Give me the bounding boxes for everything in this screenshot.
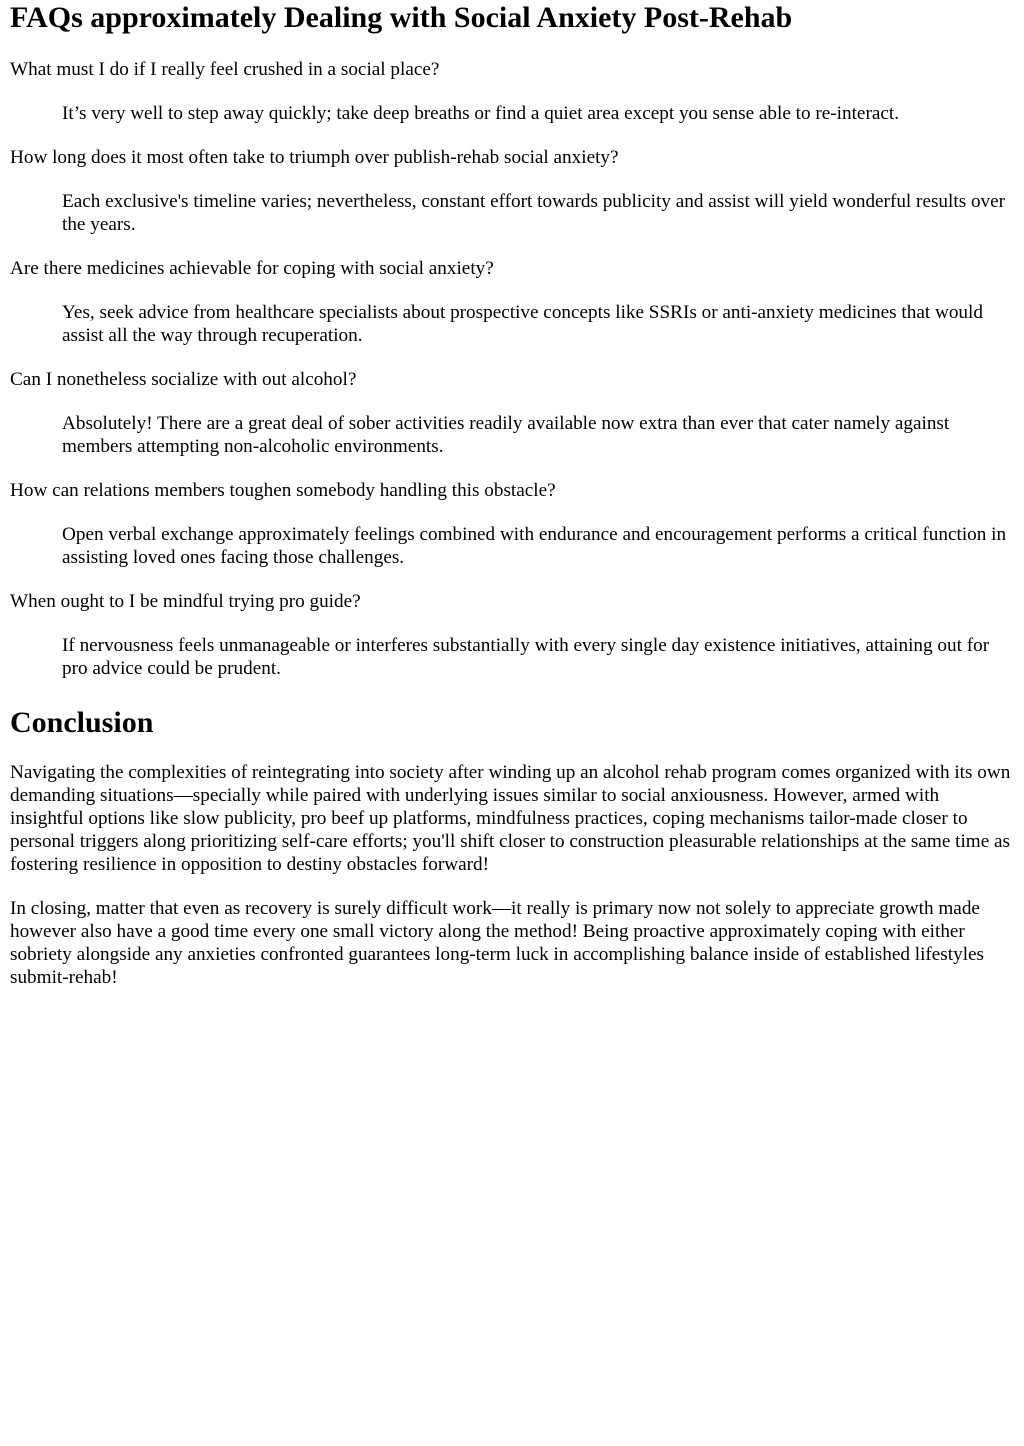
conclusion-paragraph: In closing, matter that even as recovery is surely difficult work—it really is primary now not solely to appreciate growth made however also have a good time every one small victory along the method! Being proactive approximately coping with either sobriety alongside any anxieties confronted guarantees long-term luck in accomplishing balance inside of established lifestyles submit-rehab!	[10, 898, 985, 988]
faq-answer: If nervousness feels unmanageable or interferes substantially with every single day existence initiatives, attaining out for pro advice could be prudent.	[62, 635, 990, 679]
faq-question: When ought to I be mindful trying pro guide?	[10, 591, 361, 612]
conclusion-paragraph: Navigating the complexities of reintegrating into society after winding up an alcohol rehab program comes organized with its own demanding situations—specially while paired with underlying issues similar to social anxiousness. However, armed with insightful options like slow publicity, pro beef up platforms, mindfulness practices, coping mechanisms tailor-made closer to personal triggers along prioritizing self-care efforts; you'll shift closer to construction pleasurable relationships at the same time as fostering resilience in opposition to destiny obstacles forward!	[10, 762, 1011, 875]
faq-heading: FAQs approximately Dealing with Social Anxiety Post-Rehab	[10, 1, 793, 34]
faq-list	[10, 58, 1014, 680]
faq-answer: Absolutely! There are a great deal of sober activities readily available now extra than ever that cater namely against members attempting non-alcoholic environments.	[62, 413, 950, 457]
faq-question: How long does it most often take to triumph over publish-rehab social anxiety?	[10, 147, 619, 168]
faq-question: What must I do if I really feel crushed in a social place?	[10, 59, 440, 80]
faq-answer: Yes, seek advice from healthcare specialists about prospective concepts like SSRIs or anti-anxiety medicines that would assist all the way through recuperation.	[62, 302, 983, 346]
faq-answer: Open verbal exchange approximately feelings combined with endurance and encouragement performs a critical function in assisting loved ones facing those challenges.	[62, 524, 1007, 568]
conclusion-section	[10, 761, 1014, 989]
faq-answer: Each exclusive's timeline varies; nevertheless, constant effort towards publicity and assist will yield wonderful results over the years.	[62, 191, 1006, 235]
faq-question: Are there medicines achievable for coping with social anxiety?	[10, 258, 494, 279]
faq-answer: It’s very well to step away quickly; take deep breaths or find a quiet area except you sense able to re-interact.	[62, 103, 899, 124]
faq-question: Can I nonetheless socialize with out alcohol?	[10, 369, 357, 390]
faq-question: How can relations members toughen somebody handling this obstacle?	[10, 480, 556, 501]
conclusion-heading: Conclusion	[10, 706, 154, 739]
